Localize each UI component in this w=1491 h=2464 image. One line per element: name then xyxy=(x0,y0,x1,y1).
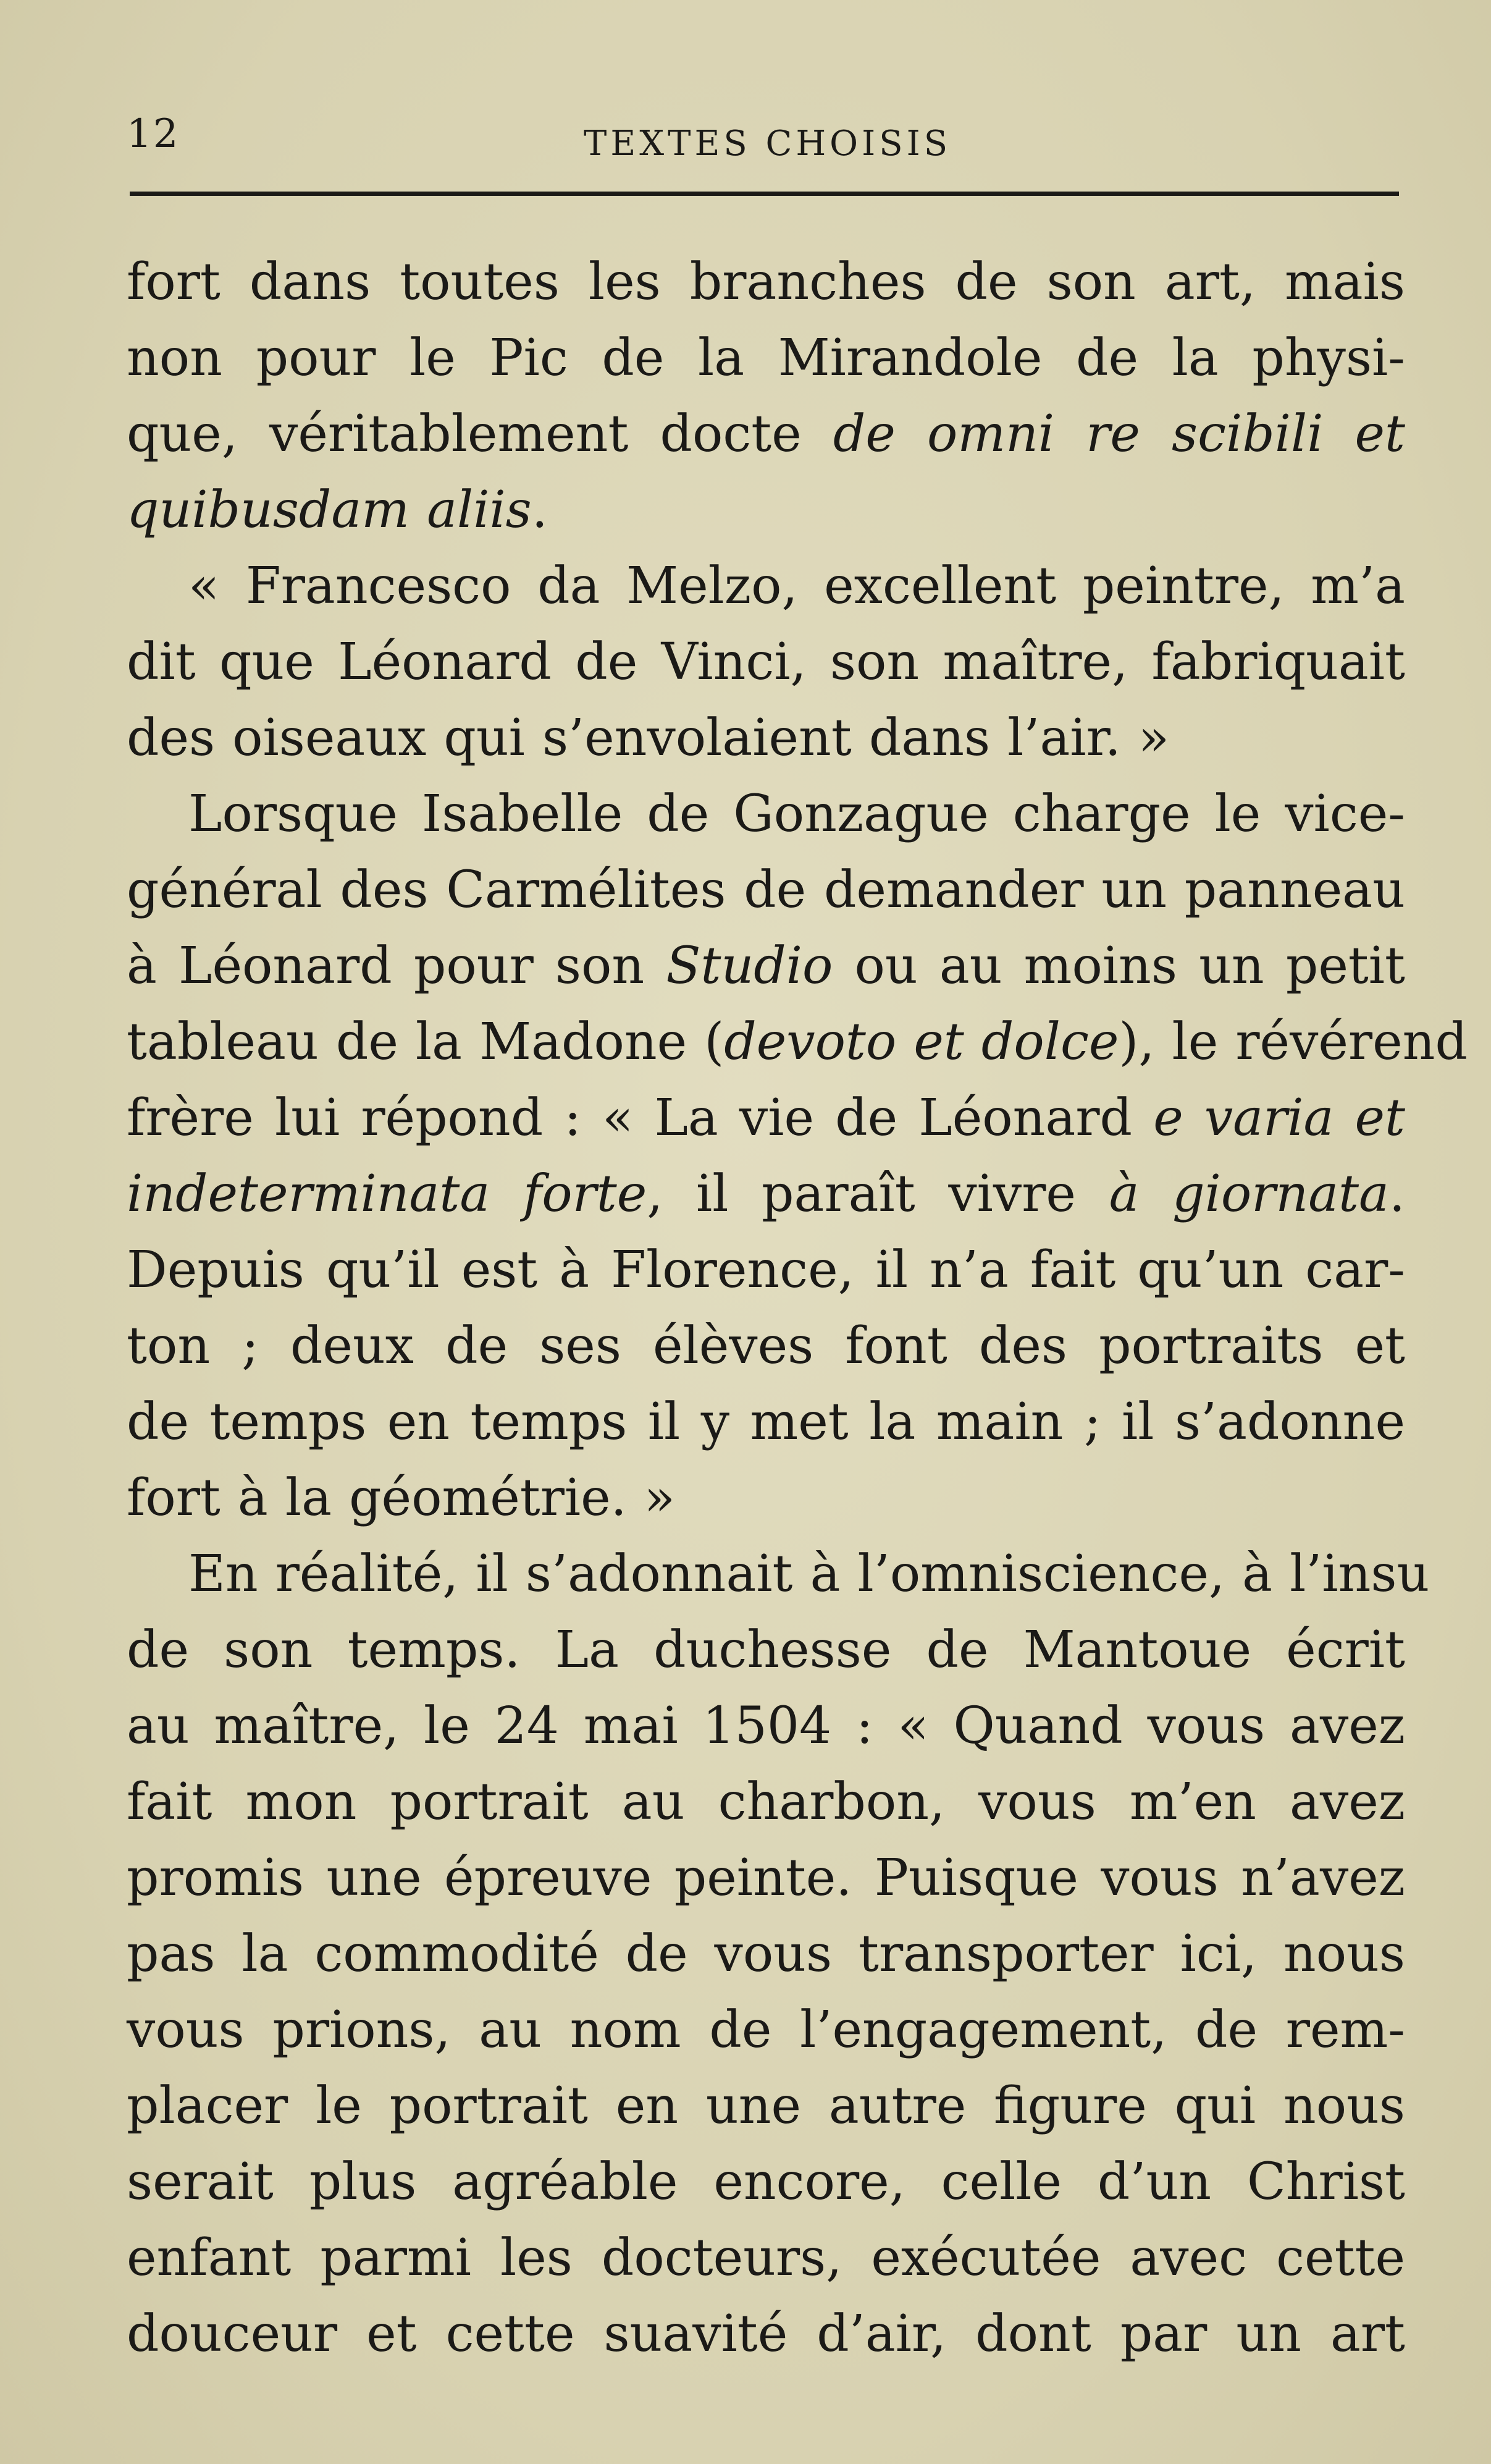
header-rule xyxy=(130,192,1399,196)
text-run: de son temps. La duchesse de Mantoue écrit xyxy=(127,1621,1405,1679)
text-line xyxy=(127,472,1405,548)
italic-text: quibusdam aliis xyxy=(127,481,532,539)
text-line xyxy=(127,548,1405,624)
text-line xyxy=(127,776,1405,852)
text-line xyxy=(127,244,1405,320)
page-number: 12 xyxy=(127,111,180,157)
text-run: général des Carmélites de demander un panneau xyxy=(127,861,1405,919)
body-text xyxy=(127,244,1468,2372)
text-run: non pour le Pic de la Mirandole de la physi- xyxy=(127,329,1405,387)
text-run: ton ; deux de ses élèves font des portraits et xyxy=(127,1317,1405,1375)
italic-text: à giornata xyxy=(1109,1165,1389,1223)
text-run: douceur et cette suavité d’air, dont par un art xyxy=(127,2305,1405,2363)
text-run: . xyxy=(1388,1165,1405,1223)
text-line xyxy=(127,928,1405,1004)
text-line xyxy=(127,1764,1405,1840)
text-run: au maître, le 24 mai 1504 : « Quand vous avez xyxy=(127,1697,1405,1755)
text-run: En réalité, il s’adonnait à l’omniscience, à l’insu xyxy=(188,1545,1430,1603)
text-line xyxy=(127,1080,1405,1156)
italic-text: e varia et xyxy=(1153,1089,1405,1147)
italic-text: Studio xyxy=(666,937,833,995)
text-line xyxy=(127,396,1405,472)
text-run: , il paraît vivre xyxy=(647,1165,1109,1223)
text-line xyxy=(127,1460,1405,1536)
text-run: vous prions, au nom de l’engagement, de rem- xyxy=(127,2001,1405,2059)
italic-text: indeterminata forte xyxy=(127,1165,647,1223)
text-line xyxy=(127,1916,1405,1992)
text-run: pas la commodité de vous transporter ici, nous xyxy=(127,1925,1405,1983)
page-header xyxy=(127,105,1399,167)
text-run: à Léonard pour son xyxy=(127,937,666,995)
text-run: fort dans toutes les branches de son art, mais xyxy=(127,253,1405,311)
running-title: TEXTES CHOISIS xyxy=(584,124,952,164)
text-line xyxy=(127,1384,1405,1460)
text-line xyxy=(127,624,1405,700)
text-line xyxy=(127,2068,1405,2144)
text-run: Lorsque Isabelle de Gonzague charge le vice- xyxy=(188,785,1405,843)
text-line xyxy=(127,1004,1468,1080)
text-line xyxy=(127,1536,1430,1612)
text-line xyxy=(127,1156,1405,1232)
text-run: des oiseaux qui s’envolaient dans l’air. » xyxy=(127,709,1170,767)
text-run: Depuis qu’il est à Florence, il n’a fait qu’un car- xyxy=(127,1241,1405,1299)
text-run: de temps en temps il y met la main ; il s’adonne xyxy=(127,1393,1405,1451)
text-run: frère lui répond : « La vie de Léonard xyxy=(127,1089,1154,1147)
text-line xyxy=(127,1840,1405,1916)
text-line xyxy=(127,1688,1405,1764)
text-run: ou au moins un petit xyxy=(833,937,1405,995)
text-run: que, véritablement docte xyxy=(127,405,833,463)
text-run: fait mon portrait au charbon, vous m’en avez xyxy=(127,1773,1405,1831)
text-line xyxy=(127,700,1405,776)
text-line xyxy=(127,852,1405,928)
text-line xyxy=(127,1308,1405,1384)
text-line xyxy=(127,1992,1405,2068)
text-run: placer le portrait en une autre figure qui nous xyxy=(127,2077,1405,2135)
italic-text: de omni re scibili et xyxy=(833,405,1405,463)
text-line xyxy=(127,1232,1405,1308)
text-line xyxy=(127,2220,1405,2296)
italic-text: devoto et dolce xyxy=(724,1013,1119,1071)
text-run: fort à la géométrie. » xyxy=(127,1469,675,1527)
text-line xyxy=(127,2144,1405,2220)
text-run: ), le révérend xyxy=(1119,1013,1468,1071)
text-run: . xyxy=(531,481,548,539)
text-run: serait plus agréable encore, celle d’un Christ xyxy=(127,2153,1405,2211)
text-run: dit que Léonard de Vinci, son maître, fabriquait xyxy=(127,633,1405,691)
text-run: promis une épreuve peinte. Puisque vous n’avez xyxy=(127,1849,1405,1907)
text-run: « Francesco da Melzo, excellent peintre, m’a xyxy=(188,557,1405,615)
text-run: tableau de la Madone ( xyxy=(127,1013,724,1071)
text-line xyxy=(127,2296,1405,2372)
text-line xyxy=(127,320,1405,396)
text-run: enfant parmi les docteurs, exécutée avec cette xyxy=(127,2229,1405,2287)
text-line xyxy=(127,1612,1405,1688)
